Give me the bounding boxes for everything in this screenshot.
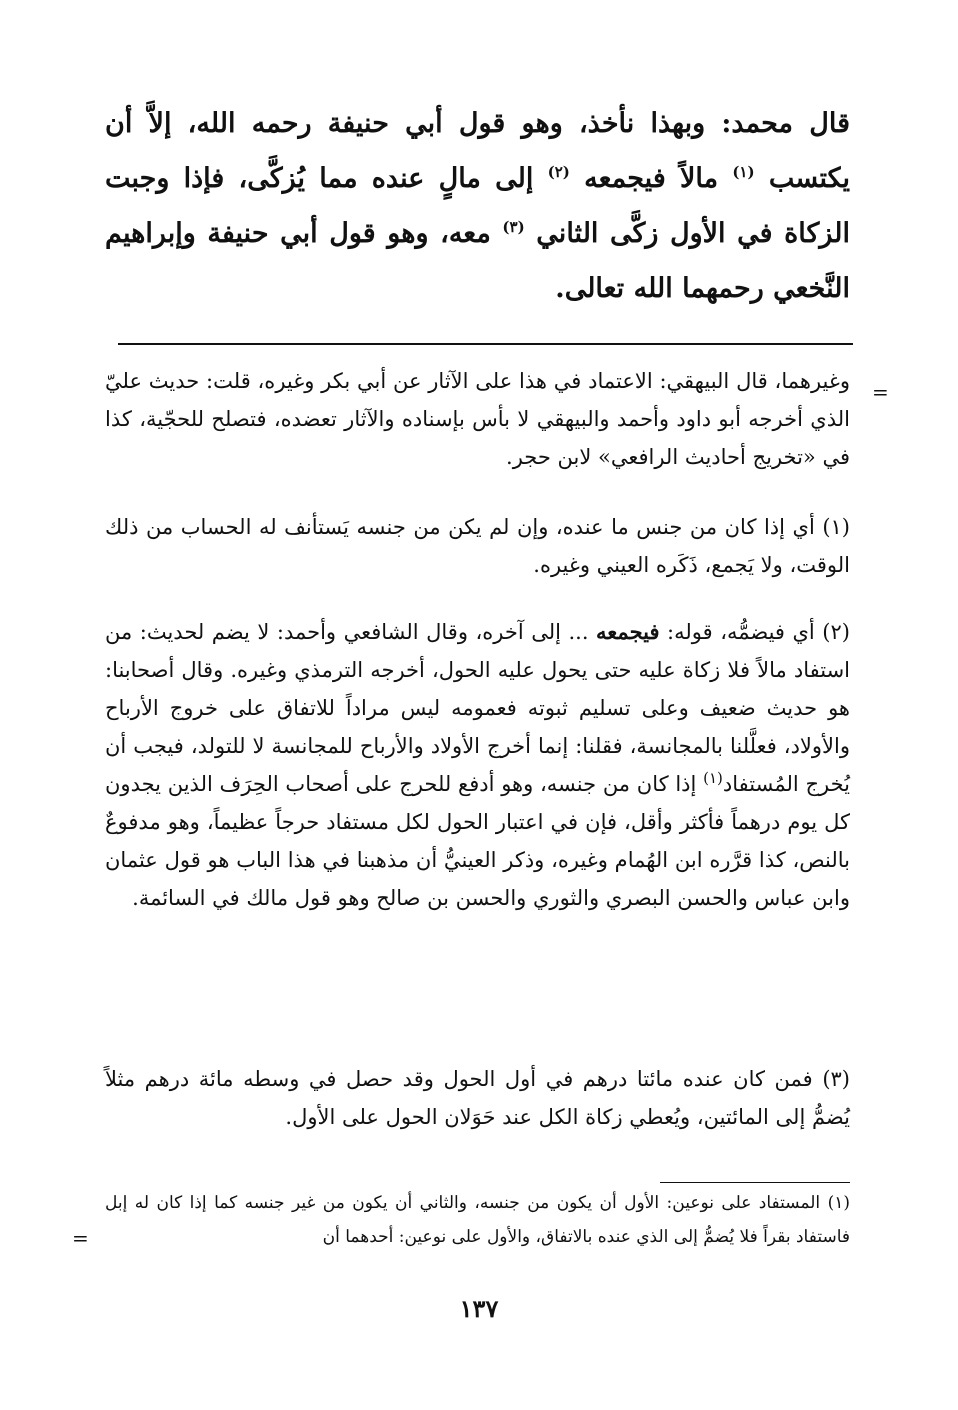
note-1 xyxy=(105,508,850,584)
note-3-number: (٣) xyxy=(822,1067,850,1091)
note-3-text: فمن كان عنده مائتا درهم في أول الحول وقد حصل في وسطه مائة درهم مثلاً يُضمُّ إلى المائتين، ويُعطي زكاة الكل عند حَوَلان الحول على الأول. xyxy=(105,1067,850,1129)
note-2-subref: (١) xyxy=(703,769,723,787)
main-text-part-2: مالاً فيجمعه xyxy=(584,163,719,194)
sub-footnote-text: المستفاد على نوعين: الأول أن يكون من جنسه، والثاني أن يكون من غير جنسه كما إذا كان له إبل فاستفاد بقراً فلا يُضمُّ إلى الذي عنده بالاتفاق، والأول على نوعين: أحدهما أن xyxy=(105,1193,850,1247)
note-2-text-c: إذا كان من جنسه، وهو أدفع للحرج على أصحاب الحِرَف الذين يجدون كل يوم درهماً فأكثر وأقل، فإن في اعتبار الحول لكل مستفاد حرجاً عظيماً، وهو مدفوعٌ بالنص، كذا قرَّره ابن الهُمام وغيره، وذكر العينيُّ أن مذهبنا في هذا الباب هو قول عثمان وابن عباس والحسن البصري والثوري والحسن بن صالح وهو قول مالك في السائمة. xyxy=(105,772,850,910)
note-continued xyxy=(105,362,850,476)
main-paragraph xyxy=(105,96,850,316)
note-2-keyword: فيجمعه xyxy=(596,619,660,644)
note-1-text: أي إذا كان من جنس ما عنده، وإن لم يكن من جنسه يَستأنف له الحساب من ذلك الوقت، ولا يَجمع، ذَكَره العيني وغيره. xyxy=(105,515,850,577)
main-separator-line xyxy=(118,343,853,345)
note-2-number: (٢) xyxy=(822,620,850,644)
continuation-mark-top: = xyxy=(872,380,889,404)
note-continued-text: وغيرهما، قال البيهقي: الاعتماد في هذا على الآثار عن أبي بكر وغيره، قلت: حديث عليّ الذي أخرجه أبو داود وأحمد والبيهقي لا بأس بإسناده والآثار تعضده، فتصلح للحجّية، كذا في «تخريج أحاديث الرافعي» لابن حجر. xyxy=(105,369,850,469)
footnote-ref-3: (٣) xyxy=(502,218,525,236)
note-3 xyxy=(105,1060,850,1136)
note-2 xyxy=(105,613,850,917)
footnote-separator-line xyxy=(660,1182,850,1183)
main-text-part-3: إلى مالٍ عنده مما يُزكَّى، فإذا وجبت الزكاة في الأول زكَّى الثاني xyxy=(105,163,851,249)
footnote-ref-1: (١) xyxy=(732,163,755,181)
note-1-number: (١) xyxy=(822,515,850,539)
continuation-mark-bottom: = xyxy=(72,1226,89,1250)
main-text-part-4: معه، وهو قول أبي حنيفة وإبراهيم النَّخعي رحمهما الله تعالى. xyxy=(105,218,850,304)
main-text-part-1: قال محمد: وبهذا نأخذ، وهو قول أبي حنيفة رحمه الله، إلاَّ أن يكتسب xyxy=(105,108,851,194)
sub-footnote xyxy=(105,1186,850,1254)
sub-footnote-number: (١) xyxy=(827,1193,850,1213)
note-2-text-a: أي فيضمُّه، قوله: xyxy=(667,620,815,644)
note-2-text-b: ... إلى آخره، وقال الشافعي وأحمد: لا يضم لحديث: من استفاد مالاً فلا زكاة عليه حتى يحول عليه الحول، أخرجه الترمذي وغيره. وقال أصحابنا: هو حديث ضعيف وعلى تسليم ثبوته فعمومه ليس مراداً للاتفاق على خروج الأرباح والأولاد، فعلَّلنا بالمجانسة، فقلنا: إنما أخرج الأولاد والأرباح للمجانسة لا للتولد، فيجب أن يُخرج المُستفاد xyxy=(105,620,850,796)
page-number: ١٣٧ xyxy=(459,1294,499,1323)
footnote-ref-2: (٢) xyxy=(547,163,570,181)
